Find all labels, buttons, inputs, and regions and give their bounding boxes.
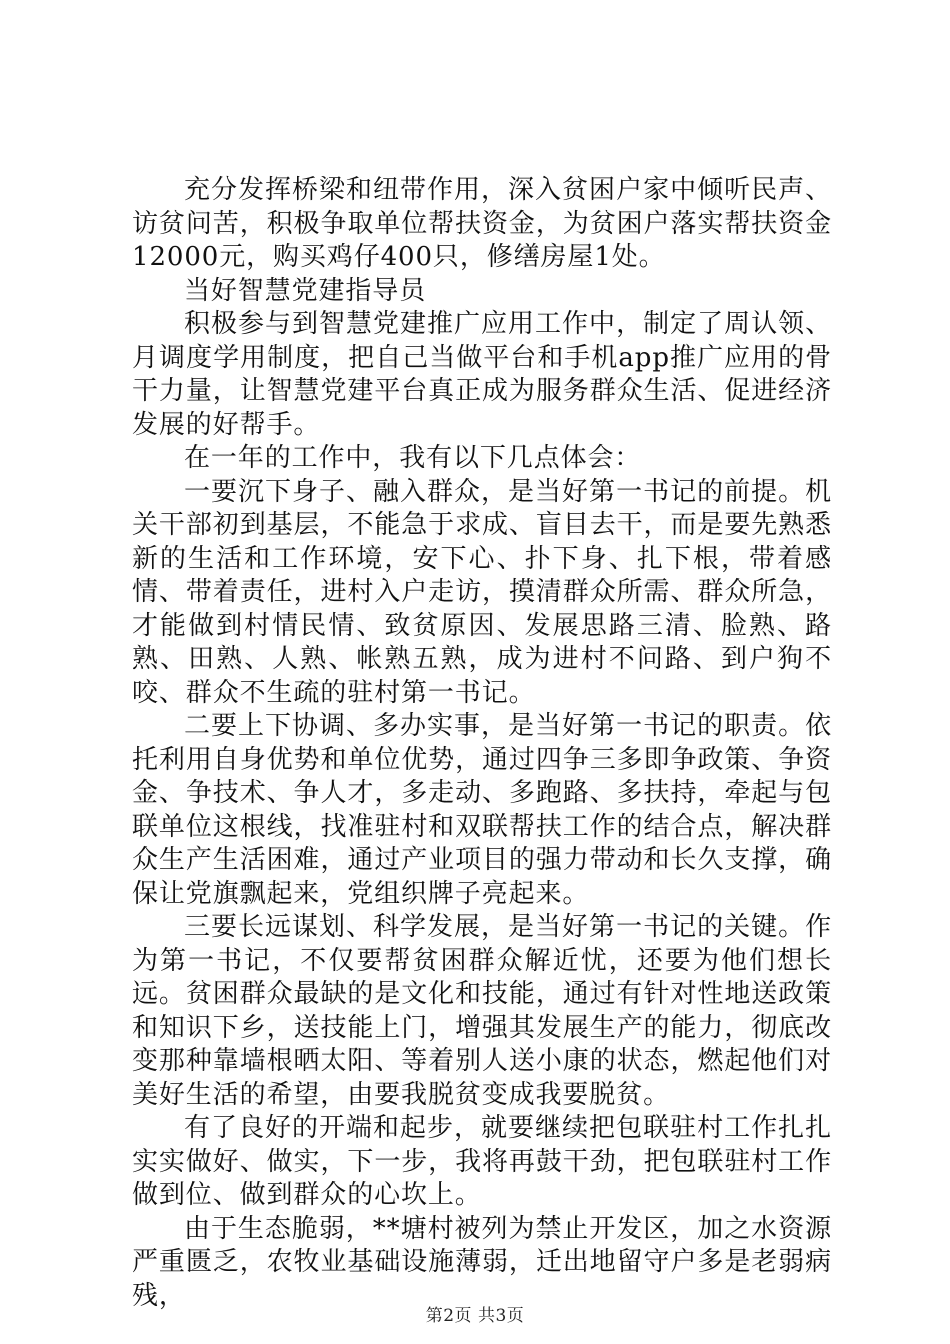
paragraph-reflections-intro: 在一年的工作中，我有以下几点体会： <box>184 443 642 473</box>
paragraph-bridge-role: 充分发挥桥梁和纽带作用，深入贫困户家中倾听民声、访贫问苦，积极争取单位帮扶资金，为贫困户落实帮扶资金12000元，购买鸡仔400只，修缮房屋1处。 <box>132 175 832 272</box>
paragraph-reflection-one: 一要沉下身子、融入群众，是当好第一书记的前提。机关干部初到基层，不能急于求成、盲目去干，而是要先熟悉新的生活和工作环境，安下心、扑下身、扎下根，带着感情、带着责任，进村入户走访，摸清群众所需、群众所急，才能做到村情民情、致贫原因、发展思路三清、脸熟、路熟、田熟、人熟、帐熟五熟，成为进村不问路、到户狗不咬、群众不生疏的驻村第一书记。 <box>132 476 832 708</box>
section-heading-smart-party-building: 当好智慧党建指导员 <box>184 275 427 306</box>
paragraph-next-steps: 有了良好的开端和起步，就要继续把包联驻村工作扎扎实实做好、做实，下一步，我将再鼓干劲，把包联驻村工作做到位、做到群众的心坎上。 <box>132 1113 832 1210</box>
document-body <box>132 174 832 1313</box>
paragraph-smart-party-building: 积极参与到智慧党建推广应用工作中，制定了周认领、月调度学用制度，把自己当做平台和手机app推广应用的骨干力量，让智慧党建平台真正成为服务群众生活、促进经济发展的好帮手。 <box>132 309 832 440</box>
paragraph-reflection-two: 二要上下协调、多办实事，是当好第一书记的职责。依托利用自身优势和单位优势，通过四争三多即争政策、争资金、争技术、争人才，多走动、多跑路、多扶持，牵起与包联单位这根线，找准驻村和双联帮扶工作的结合点，解决群众生产生活困难，通过产业项目的强力带动和长久支撑，确保让党旗飘起来，党组织牌子亮起来。 <box>132 711 832 909</box>
paragraph-reflection-three: 三要长远谋划、科学发展，是当好第一书记的关键。作为第一书记，不仅要帮贫困群众解近忧，还要为他们想长远。贫困群众最缺的是文化和技能，通过有针对性地送政策和知识下乡，送技能上门，增强其发展生产的能力，彻底改变那种靠墙根晒太阳、等着别人送小康的状态，燃起他们对美好生活的希望，由要我脱贫变成我要脱贫。 <box>132 912 832 1110</box>
paragraph-village-situation: 由于生态脆弱，**塘村被列为禁止开发区，加之水资源严重匮乏，农牧业基础设施薄弱，迁出地留守户多是老弱病残， <box>132 1213 832 1311</box>
page-number-footer: 第2页 共3页 <box>425 1306 525 1326</box>
